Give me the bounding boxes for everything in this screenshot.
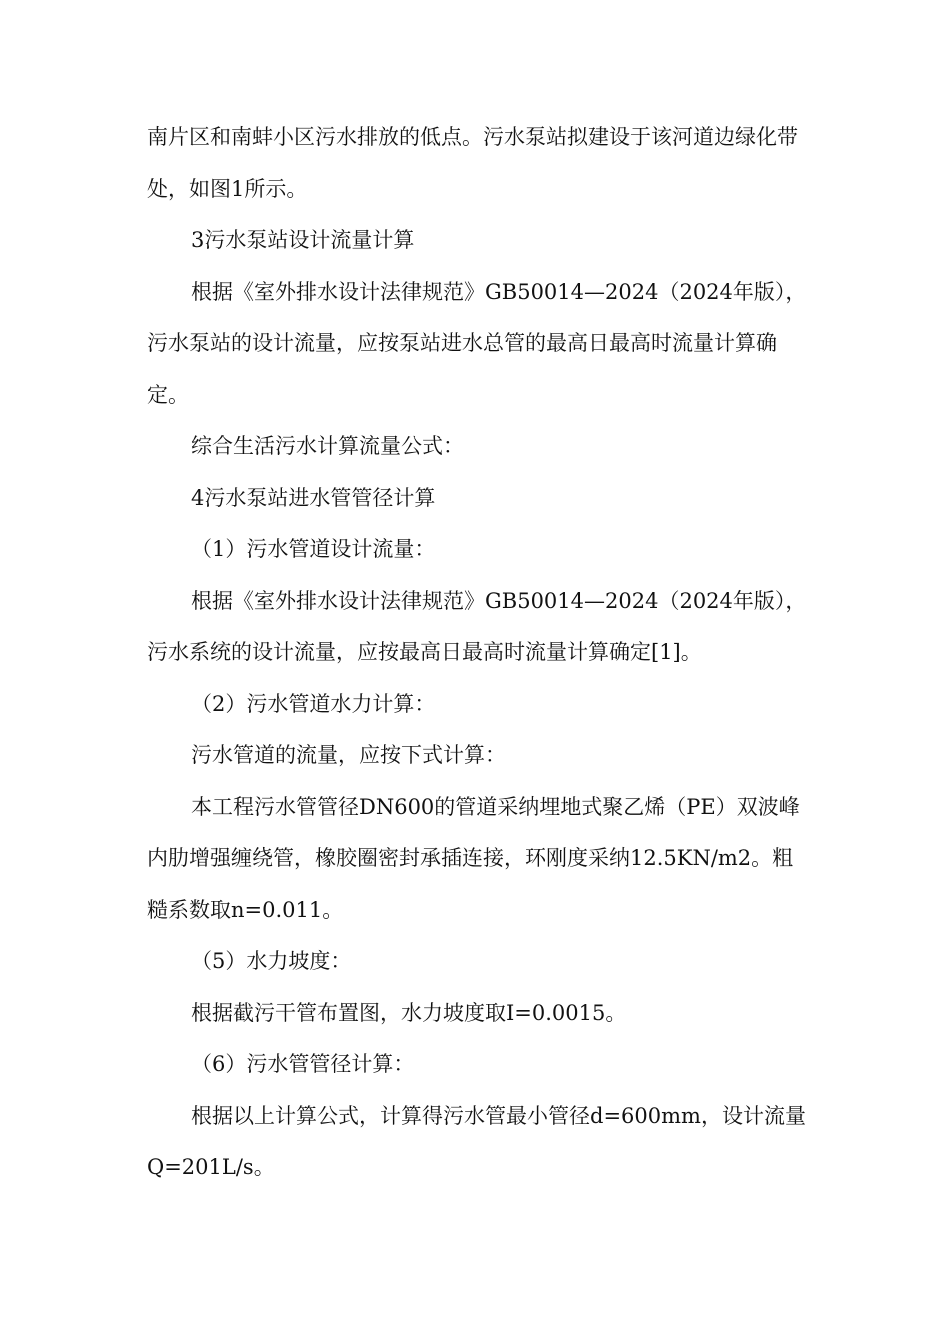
- section-heading-3: 3污水泵站设计流量计算: [191, 228, 415, 252]
- paragraph-pipe-material: 本工程污水管管径DN600的管道采纳埋地式聚乙烯（PE）双波峰内肋增强缠绕管，橡胶圈密封承插连接，环刚度采纳12.5KN/m2。粗糙系数取n=0.011。: [147, 794, 800, 922]
- section-heading-4: 4污水泵站进水管管径计算: [191, 485, 436, 510]
- paragraph-continuation: 南片区和南蚌小区污水排放的低点。污水泵站拟建设于该河道边绿化带处，如图1所示。: [147, 125, 798, 201]
- subheading-1: （1）污水管道设计流量：: [191, 537, 436, 561]
- paragraph-hydraulic-slope: 根据截污干管布置图，水力坡度取I=0.0015。: [191, 1000, 627, 1025]
- subheading-2: （2）污水管道水力计算：: [191, 691, 436, 716]
- subheading-5: （5）水力坡度：: [191, 949, 352, 973]
- paragraph-pump-flow-spec: 根据《室外排水设计法律规范》GB50014—2024（2024年版），污水泵站的设计流量，应按泵站进水总管的最高日最高时流量计算确定。: [147, 279, 807, 407]
- subheading-6: （6）污水管管径计算：: [191, 1052, 415, 1076]
- document-body: [147, 112, 809, 1194]
- paragraph-flow-formula: 污水管道的流量，应按下式计算：: [191, 743, 506, 767]
- paragraph-system-flow-spec: 根据《室外排水设计法律规范》GB50014—2024（2024年版），污水系统的设计流量，应按最高日最高时流量计算确定[1]。: [147, 588, 807, 664]
- paragraph-diameter-result: 根据以上计算公式，计算得污水管最小管径d=600mm，设计流量Q=201L/s。: [147, 1103, 806, 1179]
- paragraph-formula-intro: 综合生活污水计算流量公式：: [191, 434, 464, 458]
